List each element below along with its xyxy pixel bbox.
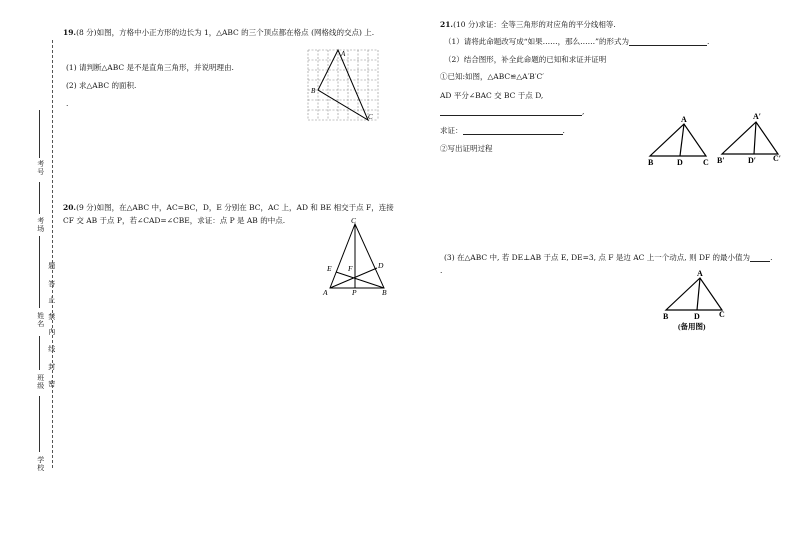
q19-dot: .	[66, 99, 69, 108]
q21-part1	[444, 37, 709, 46]
q21-proof-prompt: ②写出证明过程	[440, 144, 493, 153]
q21-given1: ①已知:如图，△ABC≌△A′B′C′	[440, 72, 544, 81]
seal-char-1: 题	[47, 262, 56, 270]
q19-triangle	[318, 50, 368, 120]
q21-fig3-label-b: B	[663, 312, 669, 321]
ticket-number-label: 考号	[36, 160, 45, 176]
q21-prove-end: .	[562, 126, 565, 135]
name-line	[39, 236, 40, 308]
q21-fig2-label-a: A′	[753, 112, 762, 121]
school-line	[39, 396, 40, 452]
q20-figure	[318, 216, 398, 298]
q19-number: 19.	[63, 28, 77, 37]
q19-stem-text: (8 分)如图，方格中小正方形的边长为 1，△ABC 的三个顶点都在格点 (网格线的交点) 上.	[76, 28, 375, 37]
q21-fig3-label-c: C	[719, 310, 725, 319]
q21-spare-figure	[656, 266, 736, 334]
q21-fig3-label-d: D	[694, 312, 700, 321]
q20-label-a: A	[323, 288, 328, 297]
q21-stem-text: (10 分)求证：全等三角形的对应角的平分线相等.	[453, 20, 616, 29]
q21-part1-end: .	[706, 37, 710, 46]
q19-label-a: A	[341, 50, 346, 58]
q20-stem-line1: (9 分)如图，在△ABC 中，AC=BC，D，E 分别在 BC，AC 上，AD 和 BE 相交于点 F，连接	[76, 203, 394, 212]
q21-given-end: ,	[582, 107, 585, 116]
q21-fig1-label-a: A	[681, 115, 687, 124]
q21-prove-blank[interactable]	[463, 126, 563, 135]
q21-stem	[440, 20, 760, 29]
q19-label-c: C	[368, 113, 373, 121]
q20-label-f: F	[348, 264, 353, 273]
q20-number: 20.	[63, 203, 77, 212]
q21-figure-abc	[642, 110, 712, 170]
q21-fig1-label-c: C	[703, 158, 709, 167]
school-label: 学校	[36, 456, 45, 472]
q20-label-d: D	[378, 261, 384, 270]
q21-fig2-label-d: D′	[748, 156, 757, 165]
name-label: 姓名	[36, 312, 45, 328]
class-label: 班级	[36, 374, 45, 390]
q21-figure-abc-prime	[712, 106, 784, 168]
ticket-number-line	[39, 110, 40, 158]
q21-fig3-caption: (备用图)	[678, 322, 706, 331]
q21-given2: AD 平分∠BAC 交 BC 于点 D,	[440, 91, 544, 100]
q21-number: 21.	[440, 20, 454, 29]
q19-label-b: B	[311, 87, 316, 95]
q20-label-c: C	[351, 216, 357, 225]
class-line	[39, 336, 40, 370]
q21-part3-blank[interactable]	[750, 253, 773, 262]
q21-fig2-label-c: C′	[773, 154, 782, 163]
seal-char-3: 止	[47, 296, 56, 304]
q21-part1-blank[interactable]	[629, 37, 710, 46]
q19-part2: (2) 求△ABC 的面积.	[66, 81, 137, 90]
q21-part3-text: (3) 在△ABC 中, 若 DE⊥AB 于点 E, DE=3, 点 F 是边 AC 上一个动点, 则 DF 的最小值为	[444, 253, 751, 262]
q19-grid-figure	[300, 46, 385, 124]
q21-fig3-label-a: A	[697, 269, 703, 278]
q21-part3-dot: .	[440, 266, 443, 275]
binding-dashed-line	[52, 40, 53, 468]
q21-part3	[444, 253, 772, 262]
seal-char-8: 密	[47, 380, 56, 388]
q21-fig1-label-d: D	[677, 158, 683, 167]
q21-given-line	[440, 107, 584, 116]
exam-room-label: 考场	[36, 217, 45, 233]
q20-label-e: E	[327, 264, 332, 273]
seal-char-2: 答	[47, 280, 56, 288]
seal-char-5: 内	[47, 328, 56, 336]
q19-part1: (1) 请判断△ABC 是不是直角三角形，并说明理由.	[66, 63, 234, 72]
q20-stem-line2: CF 交 AB 于点 P，若∠CAD=∠CBE，求证：点 P 是 AB 的中点.	[63, 216, 286, 226]
q21-prove-line	[440, 126, 565, 135]
exam-room-line	[39, 182, 40, 214]
q21-part2: （2）结合图形，补全此命题的已知和求证并证明	[444, 55, 607, 64]
q21-given-blank[interactable]	[440, 107, 585, 116]
q21-fig2-label-b: B′	[717, 156, 725, 165]
q20-label-p: P	[352, 288, 357, 297]
seal-char-7: 封	[47, 363, 56, 371]
q21-part1-text: （1）请将此命题改写成“如果……，那么……”的形式为	[444, 37, 629, 46]
q21-part3-end: .	[770, 253, 773, 262]
seal-char-4: 禁	[47, 313, 56, 321]
q21-prove-label: 求证：	[440, 126, 463, 135]
seal-char-6: 线	[47, 345, 56, 353]
q19-stem	[63, 28, 383, 37]
q21-fig1-label-b: B	[648, 158, 654, 167]
q20-label-b: B	[382, 288, 387, 297]
